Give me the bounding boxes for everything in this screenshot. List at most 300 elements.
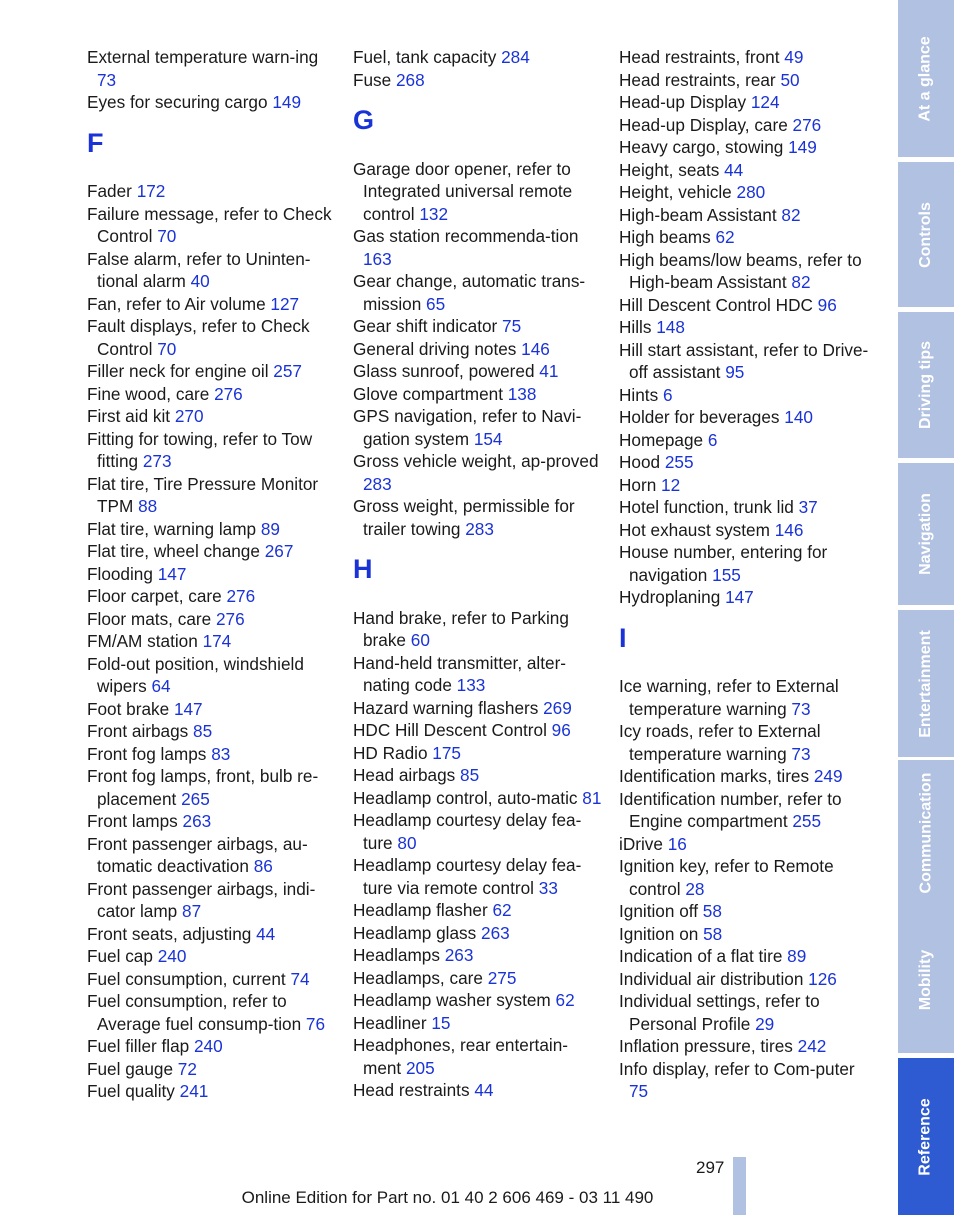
index-entry — [353, 383, 603, 406]
entry-text: Hand brake, refer to Parking brake — [353, 607, 569, 650]
page-link[interactable]: 269 — [543, 697, 572, 718]
entry-text: Headlamp washer system — [353, 990, 556, 1010]
entry-text: Gear shift indicator — [353, 316, 503, 336]
index-entry — [353, 652, 603, 697]
page-link[interactable]: 80 — [397, 832, 417, 853]
index-entry — [619, 720, 869, 765]
page-link[interactable]: 12 — [661, 474, 681, 495]
entry-text: Front fog lamps, front, bulb re-placement — [87, 766, 319, 809]
entry-text: Identification marks, tires — [619, 766, 814, 786]
index-entry — [87, 428, 337, 473]
index-entry — [87, 315, 337, 360]
entry-text: Flat tire, warning lamp — [87, 518, 261, 539]
tab-label: Entertainment — [917, 629, 935, 738]
index-entry — [353, 1012, 603, 1035]
page-link[interactable]: 44 — [256, 923, 276, 944]
index-entry — [87, 203, 337, 248]
page-link[interactable]: 242 — [797, 1036, 827, 1056]
entry-text: Head restraints, rear — [619, 69, 781, 90]
page-link[interactable]: 73 — [791, 698, 811, 719]
index-entry — [353, 360, 603, 383]
tab-reference[interactable] — [898, 1058, 954, 1215]
index-entry — [87, 1080, 337, 1103]
page-link[interactable]: 58 — [702, 901, 722, 921]
index-entry — [619, 339, 869, 384]
footer-edition: Online Edition for Part no. 01 40 2 606 469 - 03 11 490 — [241, 1188, 654, 1207]
entry-text: Head-up Display — [619, 92, 751, 112]
entry-text: Head restraints — [353, 1080, 475, 1100]
index-entry — [353, 315, 603, 338]
index-entry — [87, 46, 337, 91]
page-link[interactable]: 267 — [264, 541, 294, 561]
page-link[interactable]: 44 — [474, 1080, 494, 1100]
entry-text: Hotel function, trunk lid — [619, 497, 799, 517]
page-link[interactable]: 175 — [432, 742, 461, 763]
index-entry — [619, 46, 869, 69]
entry-text: Flat tire, Tire Pressure Monitor TPM — [87, 473, 319, 516]
section-letter: H — [353, 554, 373, 584]
index-entry — [353, 719, 603, 742]
entry-text: Hot exhaust system — [619, 519, 775, 540]
entry-text: Head-up Display, care — [619, 114, 793, 135]
page-link[interactable]: 81 — [582, 787, 602, 808]
page-link[interactable]: 127 — [270, 293, 300, 314]
page-link[interactable]: 89 — [787, 946, 807, 966]
entry-text: Individual air distribution — [619, 968, 809, 989]
index-entry — [353, 944, 603, 967]
index-entry — [87, 563, 337, 586]
entry-text: Fuel cap — [87, 946, 158, 966]
page-link[interactable]: 41 — [539, 361, 559, 381]
page-link[interactable]: 16 — [667, 833, 687, 854]
index-entry — [619, 316, 869, 339]
tab-label: Controls — [917, 201, 934, 268]
section-letter: G — [353, 105, 375, 135]
page-link[interactable]: 85 — [193, 721, 213, 741]
entry-text: External temperature warn-ing — [87, 47, 319, 67]
page-link[interactable]: 37 — [798, 497, 818, 517]
page-link[interactable]: 284 — [501, 47, 530, 67]
index-entry — [619, 451, 869, 474]
index-entry — [353, 1034, 603, 1079]
page-link[interactable]: 44 — [724, 159, 744, 180]
tab-navigation[interactable] — [898, 463, 954, 605]
index-entry — [619, 226, 869, 249]
page-link[interactable]: 263 — [481, 922, 510, 943]
entry-text: Fine wood, care — [87, 383, 215, 404]
index-entry — [87, 923, 337, 946]
entry-text: Holder for beverages — [619, 407, 785, 427]
tab-label: Navigation — [917, 493, 935, 575]
page-link[interactable]: 132 — [419, 203, 449, 224]
page-link[interactable]: 74 — [290, 968, 310, 989]
entry-text: Hood — [619, 452, 665, 472]
entry-text: Fuel consumption, refer to Average fuel consump-tion — [87, 991, 306, 1034]
entry-text: Fitting for towing, refer to Tow fitting — [87, 428, 313, 471]
index-entry — [87, 180, 337, 203]
page-link[interactable]: 249 — [813, 766, 843, 786]
index-entry — [87, 743, 337, 766]
page-link[interactable]: 147 — [173, 698, 203, 719]
entry-text: Fuel, tank capacity — [353, 47, 502, 67]
index-entry — [87, 1058, 337, 1081]
index-entry — [87, 1035, 337, 1058]
entry-text: First aid kit — [87, 406, 175, 426]
page-link[interactable]: 240 — [194, 1036, 223, 1056]
page-link[interactable]: 276 — [792, 114, 822, 135]
entry-text: Identification number, refer to Engine compartment — [619, 788, 842, 831]
page-link[interactable]: 96 — [817, 294, 837, 315]
entry-text: Homepage — [619, 429, 708, 450]
section-letter: F — [87, 127, 104, 158]
entry-text: Headlamp courtesy delay fea-ture — [353, 810, 582, 853]
index-entry — [353, 495, 603, 540]
tab-label: Mobility — [917, 949, 934, 1010]
index-entry — [619, 294, 869, 317]
entry-text: Headlamp flasher — [353, 900, 493, 920]
entry-text: Hints — [619, 384, 663, 405]
page-link[interactable]: 155 — [712, 564, 741, 585]
index-entry — [619, 968, 869, 991]
page-link[interactable]: 146 — [774, 519, 804, 540]
tab-mobility[interactable] — [898, 906, 954, 1053]
index-entry — [87, 878, 337, 923]
entry-text: Ice warning, refer to External temperature warning — [619, 676, 839, 719]
page-link[interactable]: 268 — [396, 69, 425, 90]
section-letter: I — [619, 622, 627, 653]
page-link[interactable]: 275 — [487, 967, 517, 988]
chapter-sidebar — [898, 0, 954, 1215]
page-link[interactable]: 33 — [538, 877, 558, 898]
index-entry — [87, 585, 337, 608]
index-entry — [87, 518, 337, 541]
page-link[interactable]: 126 — [808, 968, 837, 989]
entry-text: Hills — [619, 317, 657, 337]
index-entry — [353, 922, 603, 945]
index-entry — [619, 159, 869, 182]
page-link[interactable]: 276 — [215, 608, 245, 629]
page-link[interactable]: 6 — [707, 429, 718, 450]
entry-text: Ignition off — [619, 901, 703, 921]
entry-text: Inflation pressure, tires — [619, 1036, 798, 1056]
entry-text: Icy roads, refer to External temperature warning — [619, 721, 821, 764]
index-entry — [353, 225, 603, 270]
page-link[interactable]: 70 — [157, 226, 177, 246]
page-link[interactable]: 62 — [715, 227, 735, 247]
page-link[interactable]: 240 — [157, 946, 187, 966]
index-entry — [619, 675, 869, 720]
page-link[interactable]: 149 — [788, 137, 817, 157]
entry-text: Glove compartment — [353, 383, 508, 404]
page-link[interactable]: 276 — [214, 383, 243, 404]
entry-text: Headphones, rear entertain-ment — [353, 1035, 568, 1078]
page-link[interactable]: 64 — [151, 676, 171, 696]
entry-text: High-beam Assistant — [619, 204, 782, 225]
page-link[interactable]: 76 — [305, 1013, 326, 1034]
page-link[interactable]: 146 — [521, 338, 550, 359]
index-entry — [353, 158, 603, 226]
index-entry — [619, 114, 869, 137]
page-link[interactable]: 82 — [781, 204, 801, 225]
page-link[interactable]: 88 — [138, 496, 158, 516]
index-entry — [87, 765, 337, 810]
index-entry — [353, 1079, 603, 1102]
index-entry — [87, 968, 337, 991]
index-entry — [619, 406, 869, 429]
entry-text: Info display, refer to Com-puter — [619, 1058, 855, 1079]
entry-text: Ignition on — [619, 923, 704, 944]
page-link[interactable]: 283 — [465, 518, 494, 539]
index-entry — [619, 474, 869, 497]
index-entry — [619, 69, 869, 92]
page-link[interactable]: 147 — [157, 563, 187, 584]
page-link[interactable]: 28 — [685, 878, 705, 899]
tab-driving-tips[interactable] — [898, 312, 954, 458]
entry-text: Fuel consumption, current — [87, 968, 291, 989]
entry-text: Headlamp glass — [353, 922, 482, 943]
entry-text: Hill start assistant, refer to Drive-off assistant — [619, 339, 869, 382]
index-entry — [87, 833, 337, 878]
entry-text: Hand-held transmitter, alter-nating code — [353, 652, 567, 695]
entry-text: Head airbags — [353, 765, 461, 785]
page-link[interactable]: 138 — [507, 383, 537, 404]
page-link[interactable]: 49 — [784, 47, 804, 67]
page-link[interactable]: 265 — [181, 788, 210, 809]
entry-text: iDrive — [619, 833, 668, 854]
index-entry — [87, 360, 337, 383]
page-link[interactable]: 75 — [502, 316, 522, 336]
index-entry — [619, 990, 869, 1035]
page-link[interactable]: 58 — [703, 923, 723, 944]
index-entry — [619, 519, 869, 542]
page-link[interactable]: 73 — [791, 743, 811, 764]
index-entry — [619, 181, 869, 204]
index-entry — [87, 990, 337, 1035]
page-link[interactable]: 149 — [272, 92, 302, 112]
page-link[interactable]: 273 — [142, 451, 172, 471]
page-link[interactable]: 62 — [555, 990, 575, 1010]
entry-text: Fan, refer to Air volume — [87, 293, 271, 314]
page-link[interactable]: 263 — [182, 811, 212, 831]
entry-text: Floor mats, care — [87, 608, 216, 629]
entry-text: Front passenger airbags, au-tomatic deactivation — [87, 833, 308, 876]
page-link[interactable]: 255 — [664, 452, 694, 472]
page-link[interactable]: 15 — [431, 1012, 451, 1033]
entry-text: HD Radio — [353, 742, 433, 763]
index-entry — [619, 586, 869, 609]
index-entry — [87, 383, 337, 406]
index-entry — [87, 945, 337, 968]
entry-text: False alarm, refer to Uninten-tional alarm — [87, 248, 311, 291]
entry-text: Eyes for securing cargo — [87, 92, 273, 112]
index-entry — [619, 1035, 869, 1058]
index-entry — [619, 855, 869, 900]
page-link[interactable]: 82 — [791, 272, 811, 292]
page-link[interactable]: 87 — [182, 901, 202, 921]
entry-text: Floor carpet, care — [87, 586, 227, 606]
entry-text: Indication of a flat tire — [619, 946, 788, 966]
page-link[interactable]: 95 — [725, 362, 745, 382]
page-link[interactable]: 50 — [780, 69, 800, 90]
index-entry — [619, 496, 869, 519]
entry-text: Foot brake — [87, 698, 174, 719]
index-entry — [87, 473, 337, 518]
index-entry — [87, 608, 337, 631]
index-entry — [619, 249, 869, 294]
index-entry — [353, 989, 603, 1012]
index-entry — [619, 923, 869, 946]
entry-text: Filler neck for engine oil — [87, 361, 274, 381]
entry-text: Height, seats — [619, 159, 725, 180]
entry-text: Fold-out position, windshield wipers — [87, 653, 304, 696]
entry-text: GPS navigation, refer to Navi-gation system — [353, 406, 582, 449]
page-link[interactable]: 255 — [792, 811, 822, 831]
page-link[interactable]: 280 — [736, 182, 766, 202]
tab-controls[interactable] — [898, 162, 954, 307]
index-entry — [353, 46, 603, 69]
page-link[interactable]: 86 — [253, 856, 273, 876]
page-link[interactable]: 174 — [202, 631, 232, 651]
page-link[interactable]: 270 — [174, 406, 204, 426]
index-entry — [619, 204, 869, 227]
tab-at-a-glance[interactable] — [898, 0, 954, 157]
page-link[interactable]: 276 — [226, 586, 256, 606]
entry-text: Front lamps — [87, 811, 183, 831]
entry-text: High beams — [619, 227, 716, 247]
tab-label: Communication — [917, 772, 935, 894]
index-entry — [353, 899, 603, 922]
page-link[interactable]: 205 — [406, 1057, 435, 1078]
index-column-1 — [87, 46, 337, 1103]
entry-text: Headliner — [353, 1012, 432, 1033]
tab-label: Driving tips — [917, 340, 935, 430]
index-entry — [619, 1058, 869, 1103]
index-entry — [619, 91, 869, 114]
entry-text: House number, entering for navigation — [619, 542, 828, 585]
entry-text: Headlamp courtesy delay fea-ture via remote control — [353, 855, 582, 898]
page-link[interactable]: 283 — [363, 473, 392, 494]
entry-text: Fuse — [353, 69, 396, 90]
index-entry — [353, 809, 603, 854]
index-entry — [619, 429, 869, 452]
entry-text: Fader — [87, 181, 137, 201]
page-link[interactable]: 40 — [190, 271, 210, 291]
tab-entertainment[interactable] — [898, 610, 954, 757]
index-entry — [619, 384, 869, 407]
entry-text: Hydroplaning — [619, 587, 726, 607]
index-entry — [619, 945, 869, 968]
index-entry — [353, 607, 603, 652]
page-link[interactable]: 147 — [725, 587, 754, 607]
entry-text: Fuel gauge — [87, 1058, 178, 1079]
entry-text: Glass sunroof, powered — [353, 361, 540, 381]
page-link[interactable]: 89 — [260, 518, 280, 539]
page-link[interactable]: 6 — [662, 384, 673, 405]
index-entry — [87, 630, 337, 653]
page-link[interactable]: 257 — [273, 361, 302, 381]
entry-text: Headlamp control, auto-matic — [353, 787, 583, 808]
entry-text: Headlamps, care — [353, 967, 488, 988]
entry-text: Fuel quality — [87, 1081, 180, 1101]
index-entry — [353, 854, 603, 899]
tab-communication[interactable] — [898, 760, 954, 906]
page-link[interactable]: 124 — [750, 92, 780, 112]
index-entry — [87, 405, 337, 428]
index-entry — [619, 900, 869, 923]
index-entry — [87, 248, 337, 293]
entry-text: Flooding — [87, 563, 158, 584]
index-entry — [353, 450, 603, 495]
entry-text: Horn — [619, 474, 662, 495]
page-link[interactable]: 29 — [755, 1013, 775, 1034]
entry-text: Hill Descent Control HDC — [619, 294, 818, 315]
entry-text: Failure message, refer to Check Control — [87, 203, 332, 246]
page-link[interactable]: 73 — [97, 69, 117, 90]
page-link[interactable]: 96 — [551, 720, 571, 740]
page-link[interactable]: 133 — [456, 675, 486, 695]
page-link[interactable]: 263 — [444, 945, 474, 965]
index-entry — [353, 270, 603, 315]
index-entry — [87, 698, 337, 721]
index-entry — [619, 765, 869, 788]
index-entry — [619, 833, 869, 856]
page-link[interactable]: 163 — [363, 248, 392, 269]
page-link[interactable]: 60 — [410, 630, 430, 650]
entry-text: Head restraints, front — [619, 47, 785, 67]
index-entry — [87, 293, 337, 316]
page-link[interactable]: 148 — [656, 317, 685, 337]
page-link[interactable]: 75 — [629, 1081, 649, 1101]
index-entry — [353, 967, 603, 990]
index-entry — [619, 788, 869, 833]
page-link[interactable]: 172 — [136, 181, 166, 201]
index-entry — [353, 338, 603, 361]
entry-text: Hazard warning flashers — [353, 697, 544, 718]
page-number: 297 — [696, 1158, 725, 1177]
entry-text: Fuel filler flap — [87, 1036, 194, 1056]
entry-text: Ignition key, refer to Remote control — [619, 856, 834, 899]
entry-text: Individual settings, refer to Personal Profile — [619, 991, 820, 1034]
page-link[interactable]: 70 — [157, 338, 177, 359]
entry-text: Heavy cargo, stowing — [619, 137, 789, 157]
page-link[interactable]: 85 — [460, 765, 480, 785]
index-entry — [353, 764, 603, 787]
entry-text: HDC Hill Descent Control — [353, 720, 552, 740]
page-link[interactable]: 241 — [179, 1081, 209, 1101]
page-link[interactable]: 154 — [473, 428, 503, 449]
page-link[interactable]: 65 — [426, 293, 446, 314]
index-column-2 — [353, 46, 603, 1102]
entry-text: Front fog lamps — [87, 743, 212, 764]
index-entry — [87, 540, 337, 563]
page-link[interactable]: 83 — [211, 743, 231, 764]
index-entry — [353, 405, 603, 450]
index-entry — [87, 91, 337, 114]
page-link[interactable]: 140 — [784, 407, 813, 427]
page-link[interactable]: 62 — [492, 900, 512, 920]
entry-text: High beams/low beams, refer to High-beam Assistant — [619, 249, 862, 292]
index-entry — [353, 742, 603, 765]
index-entry — [353, 697, 603, 720]
entry-text: Gear change, automatic trans-mission — [353, 271, 586, 314]
page-link[interactable]: 72 — [177, 1058, 197, 1079]
index-entry — [353, 69, 603, 92]
index-entry — [87, 810, 337, 833]
entry-text: Front seats, adjusting — [87, 923, 257, 944]
index-entry — [619, 541, 869, 586]
entry-text: Garage door opener, refer to Integrated universal remote control — [353, 158, 573, 224]
entry-text: Gas station recommenda-tion — [353, 226, 579, 246]
